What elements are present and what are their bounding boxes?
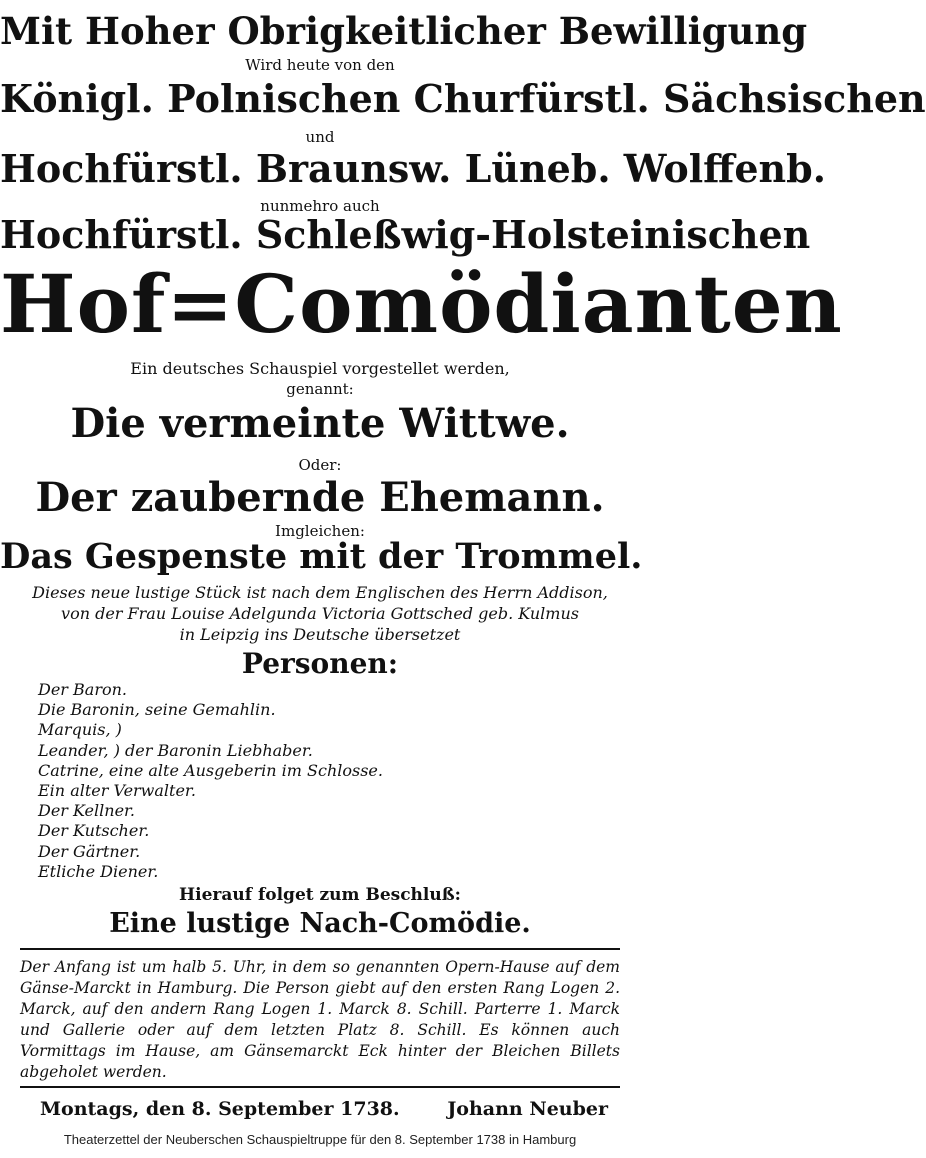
imgleichen-label: Imgleichen: (275, 522, 365, 540)
cast-list (38, 680, 598, 882)
cast-entry: Der Kutscher. (38, 821, 150, 841)
performance-date: Montags, den 8. September 1738. (40, 1098, 400, 1120)
cast-entry: Die Baronin, seine Gemahlin. (38, 700, 276, 720)
director-signature: Johann Neuber (447, 1098, 608, 1120)
oder-label: Oder: (298, 456, 342, 474)
performance-notice: Der Anfang ist um halb 5. Uhr, in dem so genannten Opern-Hause auf dem Gänse-Marckt in Hamburg. Die Person giebt auf den ersten Rang Logen 2. Marck, auf den andern Rang Logen 1. Marck 8. Schill. Parterre 1. Marck und Gallerie oder auf dem letzten Platz 8. Schill. Es können auch Vormittags im Hause, am Gänsemarckt Eck hinter der Bleichen Billets abgeholet werden. (20, 958, 620, 1081)
second-play-title: Das Gespenste mit der Trommel. (0, 536, 643, 577)
divider-bottom (20, 1086, 620, 1088)
cast-entry: Etliche Diener. (38, 861, 159, 881)
court-line-1: Königl. Polnischen Churfürstl. Sächsischen (0, 76, 926, 121)
permission-heading: Mit Hoher Obrigkeitlicher Bewilligung (0, 9, 808, 53)
cast-entry: Leander, ) der Baronin Liebhaber. (38, 740, 313, 760)
cast-entry: Der Baron. (38, 680, 127, 699)
conjunction-nunmehro: nunmehro auch (260, 197, 380, 215)
closing-intro: Hierauf folget zum Beschluß: (179, 885, 461, 905)
cast-entry: Der Kellner. (38, 801, 136, 821)
play-title: Die vermeinte Wittwe. (70, 400, 570, 447)
conjunction-und: und (305, 128, 335, 146)
cast-entry: Catrine, eine alte Ausgeberin im Schlosse. (38, 760, 383, 780)
image-caption: Theaterzettel der Neuberschen Schauspieltruppe für den 8. September 1738 in Hamburg (63, 1132, 577, 1147)
court-line-3: Hochfürstl. Schleßwig-Holsteinischen (0, 212, 811, 257)
announcement-line: Ein deutsches Schauspiel vorgestellet werden, (130, 359, 510, 378)
translation-line-1: Dieses neue lustige Stück ist nach dem Englischen des Herrn Addison, (32, 583, 608, 602)
cast-entry: Der Gärtner. (38, 841, 141, 861)
play-subtitle: Der zaubernde Ehemann. (35, 474, 605, 521)
closing-piece: Eine lustige Nach-Comödie. (109, 908, 531, 939)
translation-line-3: in Leipzig ins Deutsche übersetzet (179, 625, 461, 644)
persons-heading: Personen: (241, 647, 399, 680)
court-line-2: Hochfürstl. Braunsw. Lüneb. Wolffenb. (0, 146, 826, 191)
genannt-label: genannt: (286, 380, 354, 398)
divider-top (20, 948, 620, 950)
translation-line-2: von der Frau Louise Adelgunda Victoria Gottsched geb. Kulmus (61, 604, 579, 623)
cast-entry: Marquis, ) (38, 720, 122, 740)
intro-line: Wird heute von den (245, 56, 395, 74)
troupe-title: Hof=Comödianten (0, 257, 843, 351)
cast-entry: Ein alter Verwalter. (38, 781, 196, 801)
